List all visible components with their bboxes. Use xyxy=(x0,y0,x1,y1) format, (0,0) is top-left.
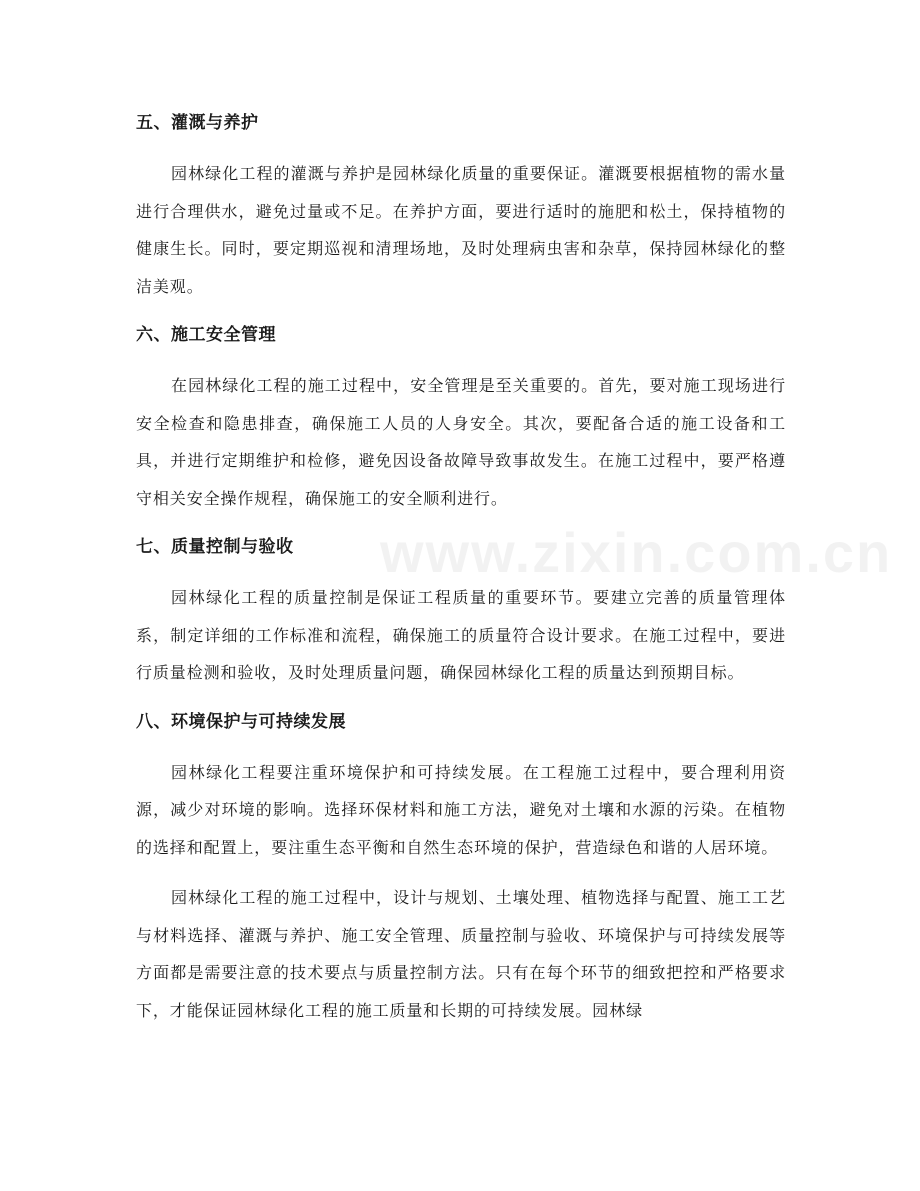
section-heading-7: 七、质量控制与验收 xyxy=(136,537,294,557)
section-paragraph-5: 园林绿化工程的灌溉与养护是园林绿化质量的重要保证。灌溉要根据植物的需水量进行合理供水，避免过量或不足。在养护方面，要进行适时的施肥和松土，保持植物的健康生长。同时，要定期巡视和清理场地，及时处理病虫害和杂草，保持园林绿化的整洁美观。 xyxy=(136,164,786,296)
closing-paragraph: 园林绿化工程的施工过程中，设计与规划、土壤处理、植物选择与配置、施工工艺与材料选择、灌溉与养护、施工安全管理、质量控制与验收、环境保护与可持续发展等方面都是需要注意的技术要点与质量控制方法。只有在每个环节的细致把控和严格要求下，才能保证园林绿化工程的施工质量和长期的可持续发展。园林绿 xyxy=(136,888,786,1020)
document-page xyxy=(136,104,786,1029)
section-paragraph-8: 园林绿化工程要注重环境保护和可持续发展。在工程施工过程中，要合理利用资源，减少对环境的影响。选择环保材料和施工方法，避免对土壤和水源的污染。在植物的选择和配置上，要注重生态平衡和自然生态环境的保护，营造绿色和谐的人居环境。 xyxy=(136,762,786,857)
section-heading-8: 八、环境保护与可持续发展 xyxy=(136,711,346,732)
section-heading-6: 六、施工安全管理 xyxy=(136,325,276,345)
section-heading-5: 五、灌溉与养护 xyxy=(136,113,259,133)
section-paragraph-6: 在园林绿化工程的施工过程中，安全管理是至关重要的。首先，要对施工现场进行安全检查和隐患排查，确保施工人员的人身安全。其次，要配备合适的施工设备和工具，并进行定期维护和检修，避免因设备故障导致事故发生。在施工过程中，要严格遵守相关安全操作规程，确保施工的安全顺利进行。 xyxy=(136,376,786,508)
watermark: www.zixin.com.cn xyxy=(380,521,893,584)
section-paragraph-7: 园林绿化工程的质量控制是保证工程质量的重要环节。要建立完善的质量管理体系，制定详细的工作标准和流程，确保施工的质量符合设计要求。在施工过程中，要进行质量检测和验收，及时处理质量问题，确保园林绿化工程的质量达到预期目标。 xyxy=(136,588,786,682)
